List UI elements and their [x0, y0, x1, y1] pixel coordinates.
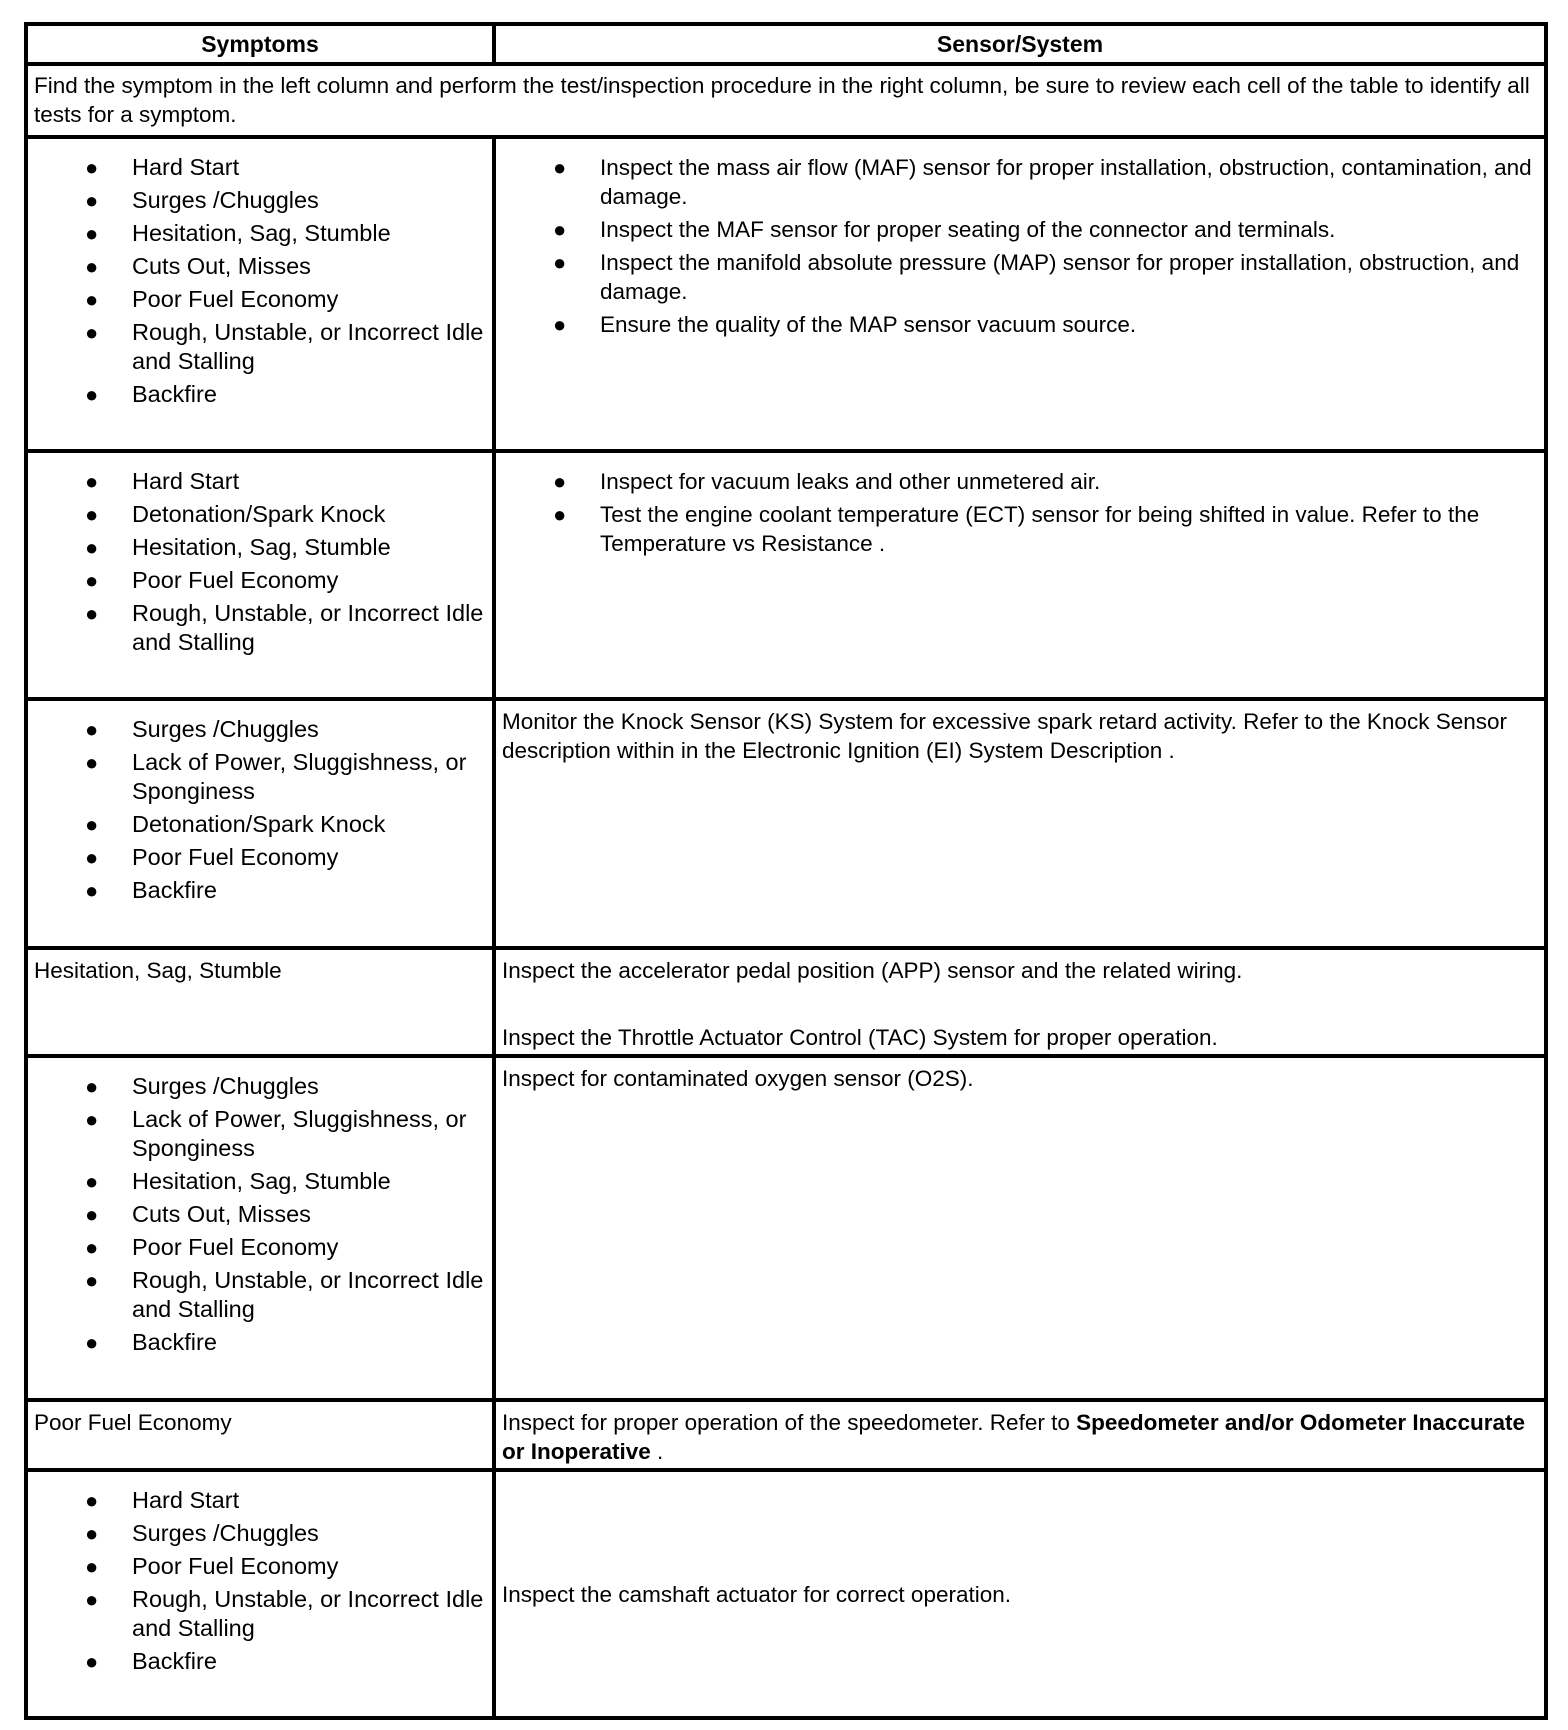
- symptom-text: Surges /Chuggles: [132, 715, 319, 742]
- bullet-icon: ●: [85, 1649, 99, 1675]
- bullet-icon: ●: [85, 749, 99, 775]
- list-item: [496, 248, 1536, 306]
- symptom-list: [28, 1472, 492, 1676]
- symptom-text: Surges /Chuggles: [132, 1072, 319, 1099]
- bullet-icon: ●: [85, 1329, 99, 1355]
- table-row: [26, 137, 1546, 451]
- list-item: [28, 1266, 484, 1324]
- symptom-text: Poor Fuel Economy: [132, 286, 339, 313]
- symptom-text: Poor Fuel Economy: [132, 1233, 339, 1260]
- action-text-end: .: [650, 1438, 664, 1464]
- symptom-text: Cuts Out, Misses: [132, 1200, 311, 1227]
- action-text: Inspect for contaminated oxygen sensor (O2S).: [502, 1065, 974, 1091]
- symptom-text: Rough, Unstable, or Incorrect Idle and Stalling: [132, 600, 484, 656]
- list-item: [28, 533, 484, 562]
- reference-link-text: Speedometer and/or Odometer Inaccurate or Inoperative: [502, 1409, 1525, 1464]
- table-row: [26, 948, 1546, 1056]
- list-item: [496, 310, 1536, 339]
- symptom-text: Rough, Unstable, or Incorrect Idle and Stalling: [132, 1266, 484, 1322]
- symptom-text: Poor Fuel Economy: [34, 1409, 232, 1435]
- bullet-icon: ●: [85, 1073, 99, 1099]
- symptom-text: Rough, Unstable, or Incorrect Idle and Stalling: [132, 319, 484, 375]
- list-item: [28, 153, 484, 182]
- header-row: [26, 24, 1546, 64]
- action-text: Inspect the camshaft actuator for correct operation.: [502, 1581, 1012, 1607]
- list-item: [28, 748, 484, 806]
- symptom-text: Cuts Out, Misses: [132, 253, 311, 280]
- bullet-icon: ●: [85, 1554, 99, 1580]
- list-item: [28, 843, 484, 872]
- list-item: [28, 318, 484, 376]
- symptoms-cell: [26, 137, 494, 451]
- symptom-text: Poor Fuel Economy: [132, 567, 339, 594]
- action-text: Inspect the manifold absolute pressure (MAP) sensor for proper installation, obstruction, and damage.: [600, 250, 1520, 305]
- bullet-icon: ●: [85, 1201, 99, 1227]
- bullet-icon: ●: [85, 535, 99, 561]
- sensor-system-cell: [494, 451, 1546, 699]
- intro-text: Find the symptom in the left column and perform the test/inspection procedure in the right column, be sure to review each cell of the table to identify all tests for a symptom.: [26, 64, 1546, 137]
- list-item: [28, 1519, 484, 1548]
- sensor-system-cell: [494, 137, 1546, 451]
- action-text: Inspect for vacuum leaks and other unmetered air.: [600, 469, 1101, 495]
- bullet-icon: ●: [85, 568, 99, 594]
- list-item: [28, 1105, 484, 1163]
- sensor-system-cell: [494, 948, 1546, 1056]
- symptom-list: [28, 453, 492, 657]
- bullet-icon: ●: [85, 155, 99, 181]
- list-item: [28, 1200, 484, 1229]
- bullet-icon: ●: [553, 217, 567, 243]
- action-text: Inspect the Throttle Actuator Control (TAC) System for proper operation.: [502, 1024, 1218, 1050]
- symptom-text: Surges /Chuggles: [132, 187, 319, 214]
- symptom-text: Backfire: [132, 876, 217, 903]
- list-item: [496, 215, 1536, 244]
- table-row: [26, 1400, 1546, 1470]
- bullet-icon: ●: [85, 469, 99, 495]
- bullet-icon: ●: [85, 1168, 99, 1194]
- symptom-text: Detonation/Spark Knock: [132, 810, 386, 837]
- list-item: [28, 219, 484, 248]
- bullet-icon: ●: [553, 469, 567, 495]
- symptom-text: Detonation/Spark Knock: [132, 501, 386, 528]
- list-item: [28, 1072, 484, 1101]
- table-row: [26, 451, 1546, 699]
- table-row: [26, 1470, 1546, 1718]
- action-text: Ensure the quality of the MAP sensor vacuum source.: [600, 312, 1137, 338]
- intro-row: [26, 64, 1546, 137]
- header-symptoms: Symptoms: [26, 24, 494, 64]
- symptom-text: Hard Start: [132, 154, 240, 181]
- bullet-icon: ●: [85, 1234, 99, 1260]
- bullet-icon: ●: [85, 1488, 99, 1514]
- action-list: [496, 139, 1544, 339]
- list-item: [28, 1486, 484, 1515]
- sensor-system-cell: [494, 1056, 1546, 1400]
- symptom-text: Poor Fuel Economy: [132, 1553, 339, 1580]
- bullet-icon: ●: [85, 320, 99, 346]
- symptom-list: [28, 1058, 492, 1357]
- symptom-text: Rough, Unstable, or Incorrect Idle and Stalling: [132, 1586, 484, 1642]
- action-text: Inspect for proper operation of the speedometer. Refer to: [502, 1409, 1077, 1435]
- symptom-text: Backfire: [132, 1648, 217, 1675]
- bullet-icon: ●: [85, 221, 99, 247]
- header-sensor-system: Sensor/System: [494, 24, 1546, 64]
- list-item: [28, 252, 484, 281]
- symptom-text: Hesitation, Sag, Stumble: [132, 1167, 391, 1194]
- list-item: [28, 599, 484, 657]
- list-item: [28, 566, 484, 595]
- action-text: Inspect the accelerator pedal position (APP) sensor and the related wiring.: [502, 957, 1243, 983]
- symptom-text: Hard Start: [132, 468, 240, 495]
- bullet-icon: ●: [85, 1587, 99, 1613]
- list-item: [28, 876, 484, 905]
- action-text: Monitor the Knock Sensor (KS) System for excessive spark retard activity. Refer to the Knock Sensor description within in the Electronic Ignition (EI) System Description .: [502, 708, 1507, 763]
- sensor-system-cell: [494, 1470, 1546, 1718]
- list-item: [28, 500, 484, 529]
- symptom-list: [28, 139, 492, 409]
- bullet-icon: ●: [85, 254, 99, 280]
- symptom-text: Surges /Chuggles: [132, 1520, 319, 1547]
- symptom-text: Hard Start: [132, 1487, 240, 1514]
- symptom-text: Hesitation, Sag, Stumble: [132, 220, 391, 247]
- symptoms-cell: [26, 948, 494, 1056]
- symptoms-cell: [26, 1400, 494, 1470]
- symptoms-cell: [26, 1470, 494, 1718]
- action-text: Test the engine coolant temperature (ECT) sensor for being shifted in value. Refer to the Temperature vs Resistance .: [600, 502, 1480, 557]
- symptom-text: Lack of Power, Sluggishness, or Sponginess: [132, 1105, 467, 1161]
- symptoms-cell: [26, 699, 494, 948]
- list-item: [28, 810, 484, 839]
- bullet-icon: ●: [85, 877, 99, 903]
- bullet-icon: ●: [85, 287, 99, 313]
- table-row: [26, 1056, 1546, 1400]
- list-item: [28, 1328, 484, 1357]
- list-item: [496, 467, 1536, 496]
- symptom-text: Hesitation, Sag, Stumble: [34, 957, 282, 983]
- list-item: [28, 285, 484, 314]
- list-item: [28, 1167, 484, 1196]
- action-list: [496, 453, 1544, 558]
- list-item: [28, 1647, 484, 1676]
- list-item: [28, 186, 484, 215]
- bullet-icon: ●: [553, 312, 567, 338]
- bullet-icon: ●: [553, 250, 567, 276]
- action-text: Inspect the MAF sensor for proper seating of the connector and terminals.: [600, 217, 1336, 243]
- bullet-icon: ●: [85, 1521, 99, 1547]
- list-item: [496, 153, 1536, 211]
- bullet-icon: ●: [85, 188, 99, 214]
- action-text: Inspect the mass air flow (MAF) sensor for proper installation, obstruction, contamination, and damage.: [600, 155, 1532, 210]
- sensor-system-cell: [494, 1400, 1546, 1470]
- list-item: [28, 1585, 484, 1643]
- bullet-icon: ●: [85, 1267, 99, 1293]
- symptom-text: Hesitation, Sag, Stumble: [132, 534, 391, 561]
- symptom-text: Backfire: [132, 1328, 217, 1355]
- bullet-icon: ●: [85, 716, 99, 742]
- table-row: [26, 699, 1546, 948]
- bullet-icon: ●: [85, 502, 99, 528]
- diagnostic-table: [24, 22, 1548, 1720]
- bullet-icon: ●: [85, 811, 99, 837]
- symptom-text: Backfire: [132, 381, 217, 408]
- list-item: [28, 380, 484, 409]
- bullet-icon: ●: [553, 502, 567, 528]
- symptoms-cell: [26, 1056, 494, 1400]
- bullet-icon: ●: [85, 382, 99, 408]
- symptom-text: Poor Fuel Economy: [132, 843, 339, 870]
- bullet-icon: ●: [553, 155, 567, 181]
- bullet-icon: ●: [85, 1106, 99, 1132]
- list-item: [28, 1233, 484, 1262]
- list-item: [28, 467, 484, 496]
- list-item: [28, 1552, 484, 1581]
- symptoms-cell: [26, 451, 494, 699]
- bullet-icon: ●: [85, 601, 99, 627]
- list-item: [496, 500, 1536, 558]
- bullet-icon: ●: [85, 844, 99, 870]
- symptom-text: Lack of Power, Sluggishness, or Sponginess: [132, 748, 467, 804]
- symptom-list: [28, 701, 492, 905]
- list-item: [28, 715, 484, 744]
- sensor-system-cell: [494, 699, 1546, 948]
